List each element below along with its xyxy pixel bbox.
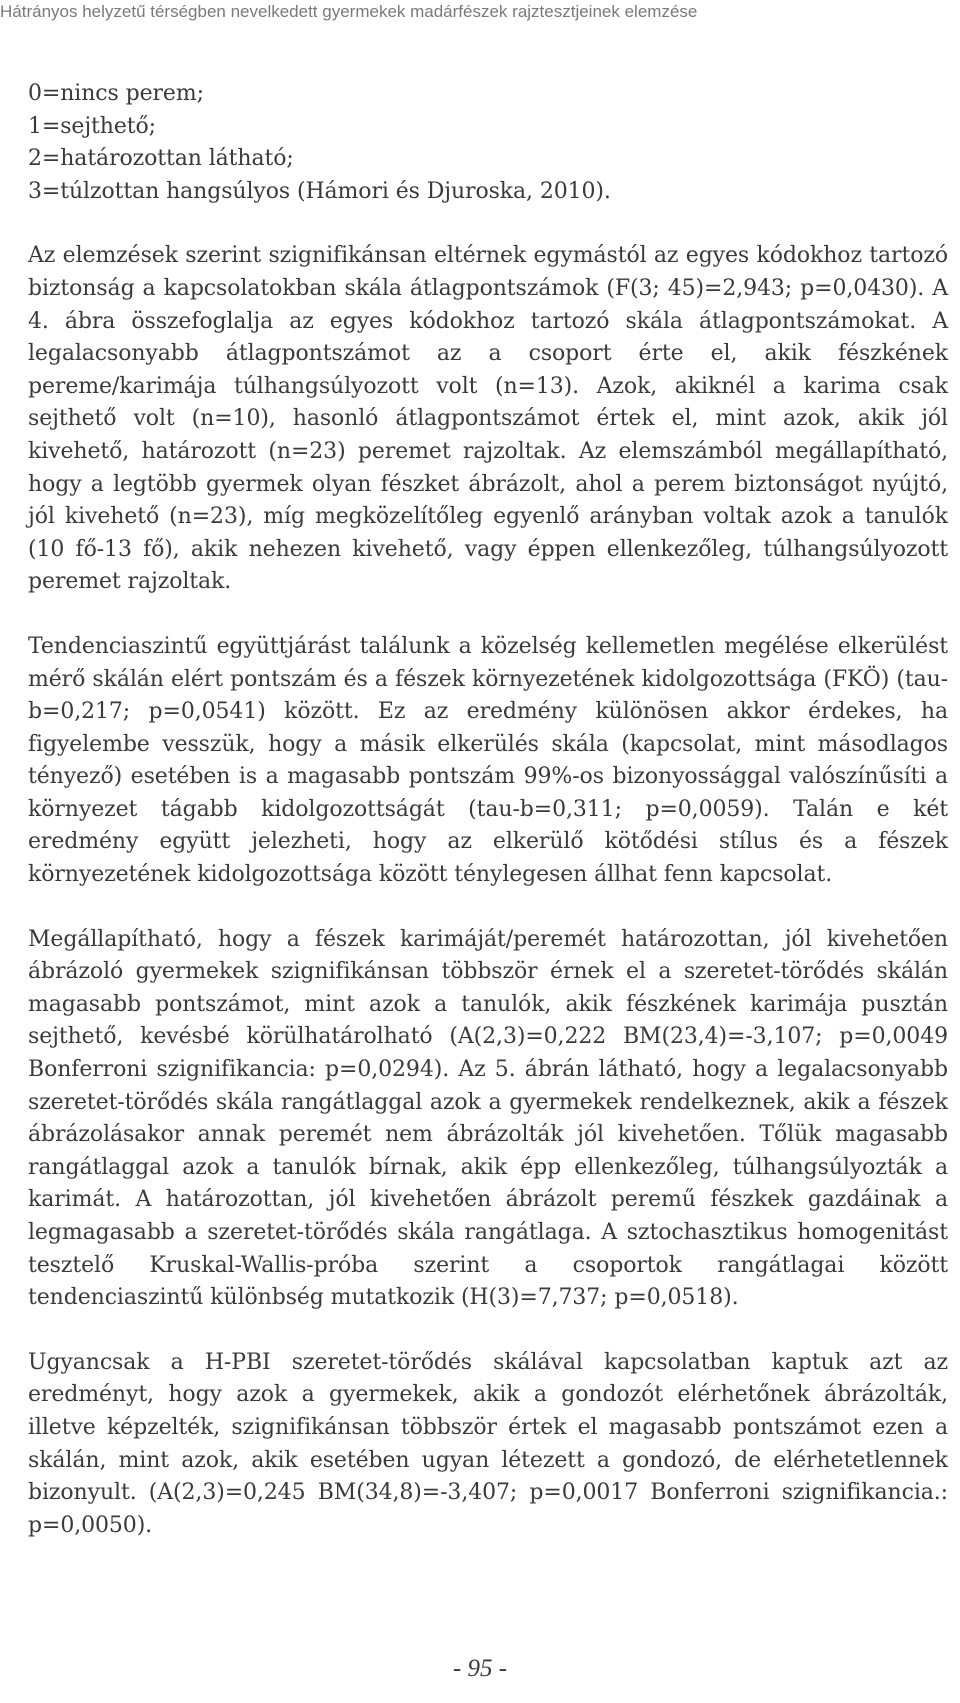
running-header: Hátrányos helyzetű térségben nevelkedett gyermekek madárfészek rajztesztjeinek elemzése [0, 2, 698, 21]
paragraph-security-scale: Az elemzések szerint szignifikánsan eltérnek egymástól az egyes kódokhoz tartozó biztonság a kapcsolatokban skála átlagpontszámok (F(3; 45)=2,943; p=0,0430). A 4. ábra összefoglalja az egyes kódokhoz tartozó skála átlagpontszámokat. A legalacsonyabb átlagpontszámot az a csoport érte el, akik fészkének pereme/karimája túlhangsúlyozott volt (n=13). Azok, akiknél a karima csak sejthető volt (n=10), hasonló átlagpontszámot értek el, mint azok, akik jól kivehető, határozott (n=23) peremet rajzoltak. Az elemszámból megállapítható, hogy a legtöbb gyermek olyan fészket ábrázolt, ahol a perem biztonságot nyújtó, jól kivehető (n=23), míg megközelítőleg egyenlő arányban voltak azok a tanulók (10 fő-13 fő), akik nehezen kivehető, vagy éppen ellenkezőleg, túlhangsúlyozott peremet rajzoltak. [28, 243, 948, 595]
scale-list-item: 3=túlzottan hangsúlyos (Hámori és Djuroska, 2010). [28, 178, 611, 204]
paragraph-caregiver: Ugyancsak a H-PBI szeretet-törődés skálával kapcsolatban kaptuk azt az eredményt, hogy azok a gyermekek, akik a gondozót elérhetőnek ábrázolták, illetve képzelték, szignifikánsan többször értek el magasabb pontszámot ezen a skálán, mint azok, akik esetében ugyan létezett a gondozó, de elérhetetlennek bizonyult. (A(2,3)=0,245 BM(34,8)=-3,407; p=0,0017 Bonferroni szignifikancia.: p=0,0050). [28, 1349, 948, 1538]
page-number: - 95 - [452, 1655, 508, 1682]
paragraph-care-scale: Megállapítható, hogy a fészek karimáját/peremét határozottan, jól kivehetően ábrázoló gyermekek szignifikánsan többször érnek el a szeretet-törődés skálán magasabb pontszámot, mint azok a tanulók, akik fészkének karimája pusztán sejthető, kevésbé körülhatárolható (A(2,3)=0,222 BM(23,4)=-3,107; p=0,0049 Bonferroni szignifikancia: p=0,0294). Az 5. ábrán látható, hogy a legalacsonyabb szeretet-törődés skála rangátlaggal azok a gyermekek rendelkeznek, akik a fészek ábrázolásakor annak peremét nem ábrázolták jól kivehetően. Tőlük magasabb rangátlaggal azok a tanulók bírnak, akik épp ellenkezőleg, túlhangsúlyozták a karimát. A határozottan, jól kivehetően ábrázolt peremű fészkek gazdáinak a legmagasabb a szeretet-törődés skála rangátlaga. A sztochasztikus homogenitást tesztelő Kruskal-Wallis-próba szerint a csoportok rangátlagai között tendenciaszintű különbség mutatkozik (H(3)=7,737; p=0,0518). [28, 926, 948, 1311]
page-body [28, 78, 948, 1542]
paragraph-avoidance: Tendenciaszintű együttjárást találunk a közelség kellemetlen megélése elkerülést mérő skálán elért pontszám és a fészek környezetének kidolgozottsága (FKÖ) (tau-b=0,217; p=0,0541) között. Ez az eredmény különösen akkor érdekes, ha figyelembe vesszük, hogy a másik elkerülés skála (kapcsolat, mint másodlagos tényező) esetében is a magasabb pontszám 99%-os bizonyossággal valószínűsíti a környezet tágabb kidolgozottságát (tau-b=0,311; p=0,0059). Talán e két eredmény együtt jelezheti, hogy az elkerülő kötődési stílus és a fészek környezetének kidolgozottsága között ténylegesen állhat fenn kapcsolat. [28, 633, 948, 888]
scale-list-item: 2=határozottan látható; [28, 146, 294, 172]
scale-list-item: 0=nincs perem; [28, 81, 204, 106]
scale-list-item: 1=sejthető; [28, 113, 156, 139]
scale-list [28, 78, 948, 208]
